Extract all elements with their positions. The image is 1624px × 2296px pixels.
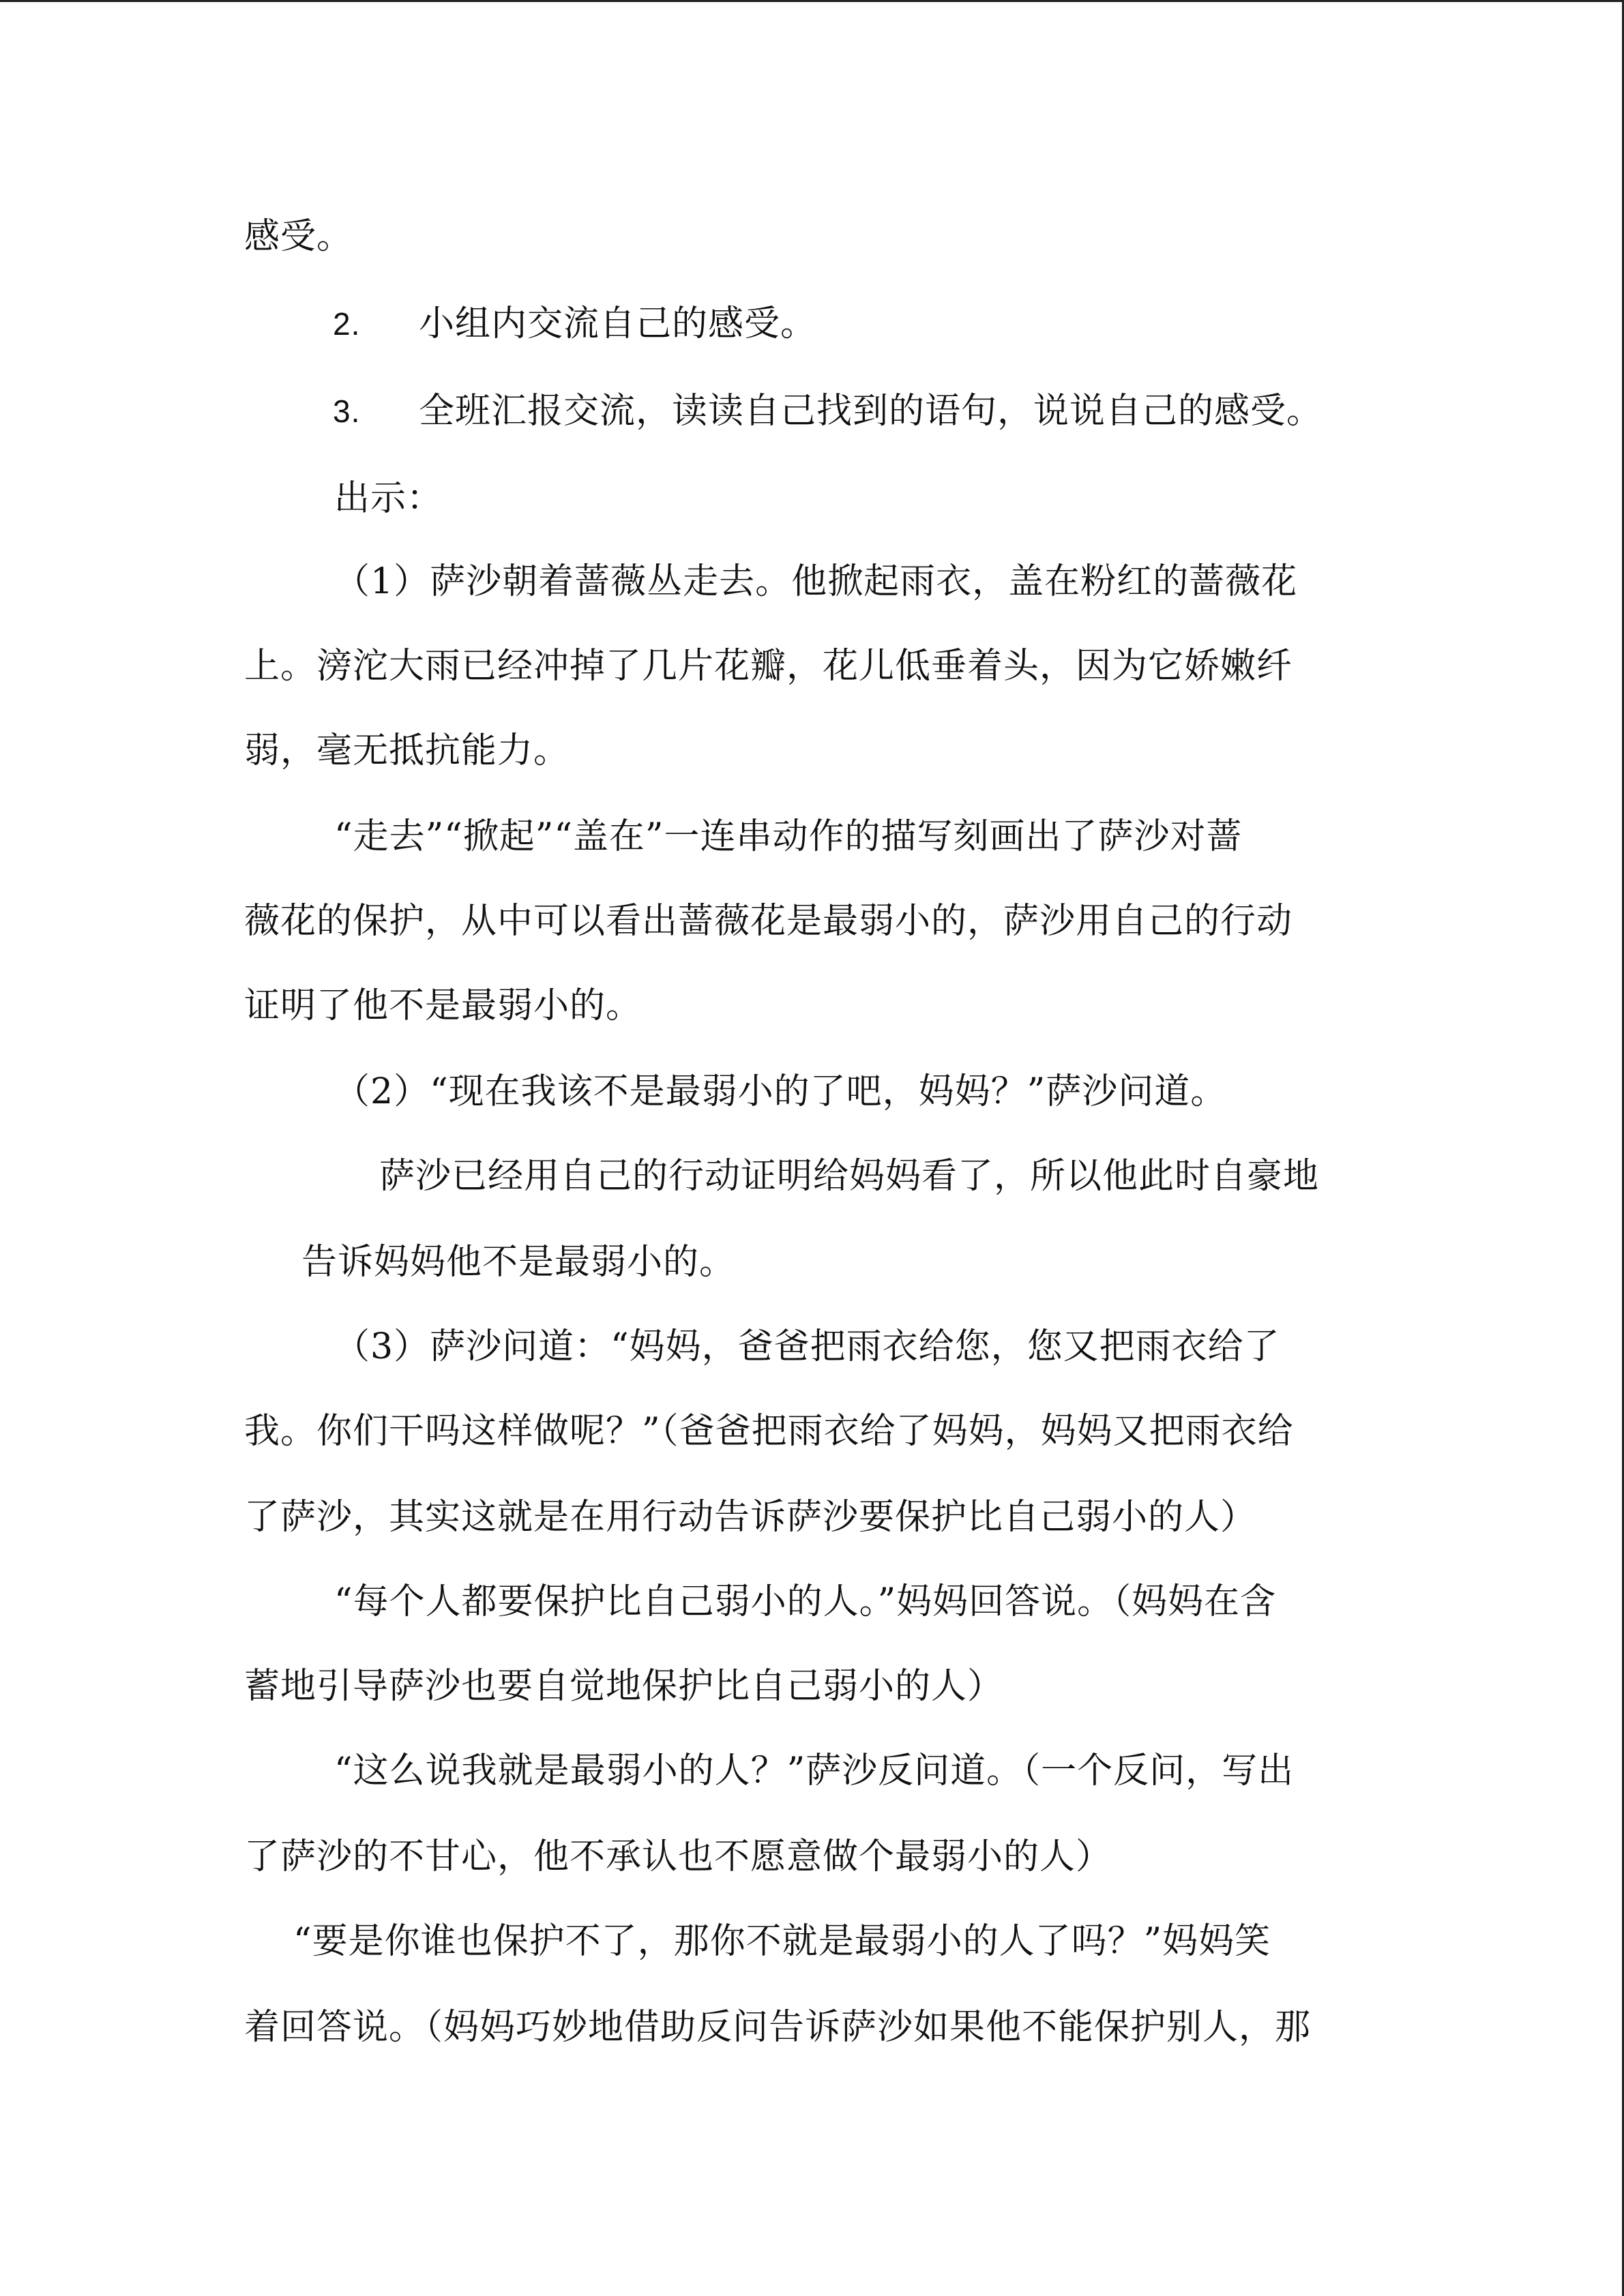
text-line: 弱，毫无抵抗能力。 (244, 730, 570, 771)
list-item-number: 2. (333, 306, 361, 342)
text-line: “走去”“掀起”“盖在”一连串动作的描写刻画出了萨沙对蔷 (334, 816, 1243, 857)
list-item-text: 小组内交流自己的感受。 (419, 303, 817, 344)
text-line: （1）萨沙朝着蔷薇丛走去。他掀起雨衣，盖在粉红的蔷薇花 (334, 561, 1298, 602)
text-line: “每个人都要保护比自己弱小的人。”妈妈回答说。（妈妈在含 (334, 1581, 1277, 1622)
text-line: 证明了他不是最弱小的。 (244, 985, 643, 1026)
text-line: 出示： (334, 478, 443, 519)
text-line: （2）“现在我该不是最弱小的了吧，妈妈？”萨沙问道。 (334, 1071, 1227, 1112)
text-line: （3）萨沙问道：“妈妈，爸爸把雨衣给您，您又把雨衣给了 (334, 1326, 1280, 1367)
text-line: 我。你们干吗这样做呢？”（爸爸把雨衣给了妈妈，妈妈又把雨衣给 (244, 1411, 1294, 1452)
text-line: 感受。 (244, 216, 353, 257)
text-line: 薇花的保护，从中可以看出蔷薇花是最弱小的，萨沙用自己的行动 (244, 901, 1293, 942)
list-item-text: 全班汇报交流，读读自己找到的语句，说说自己的感受。 (419, 391, 1323, 432)
text-line: 着回答说。（妈妈巧妙地借助反问告诉萨沙如果他不能保护别人，那 (244, 2007, 1312, 2048)
text-line: 蓄地引导萨沙也要自觉地保护比自己弱小的人） (244, 1666, 1004, 1707)
text-line: 萨沙已经用自己的行动证明给妈妈看了，所以他此时自豪地 (379, 1156, 1320, 1197)
text-line: “这么说我就是最弱小的人？”萨沙反问道。（一个反问，写出 (334, 1750, 1295, 1791)
text-line: 上。滂沱大雨已经冲掉了几片花瓣，花儿低垂着头，因为它娇嫩纤 (244, 646, 1293, 687)
text-line: “要是你谁也保护不了，那你不就是最弱小的人了吗？”妈妈笑 (293, 1921, 1271, 1962)
page-border-top (0, 0, 1624, 2)
text-line: 了萨沙，其实这就是在用行动告诉萨沙要保护比自己弱小的人） (244, 1497, 1257, 1538)
list-item-number: 3. (333, 393, 361, 429)
text-line: 了萨沙的不甘心，他不承认也不愿意做个最弱小的人） (244, 1836, 1112, 1877)
text-line: 告诉妈妈他不是最弱小的。 (301, 1242, 736, 1283)
